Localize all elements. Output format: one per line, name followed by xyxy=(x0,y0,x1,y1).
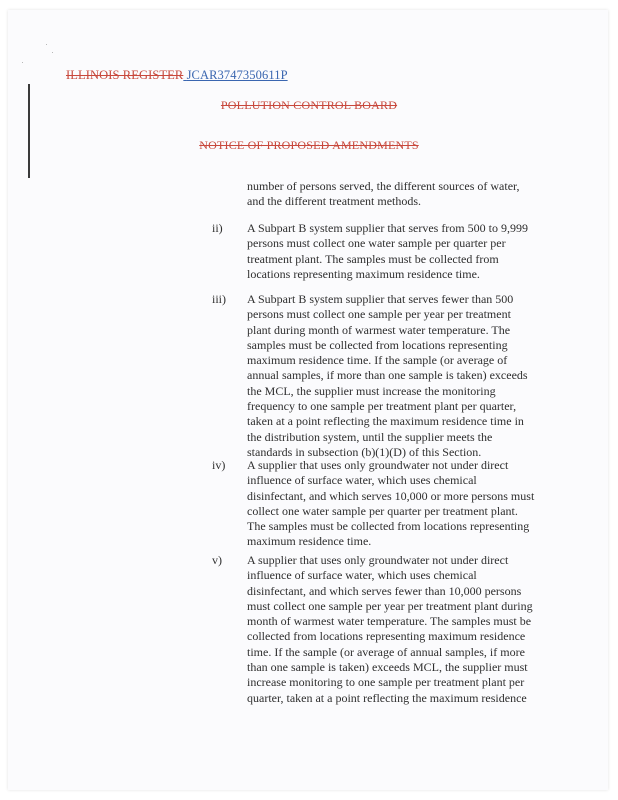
text-line: than one sample is taken) exceeds MCL, the supplier must xyxy=(247,660,528,675)
text-line: increase monitoring to one sample per treatment plant per xyxy=(247,675,525,690)
list-item xyxy=(247,553,533,706)
text-line: A Subpart B system supplier that serves fewer than 500 xyxy=(247,292,514,306)
text-line: the MCL, the supplier must increase the monitoring xyxy=(247,383,496,398)
list-item xyxy=(247,292,528,460)
text-line: disinfectant, and which serves fewer than 10,000 persons xyxy=(247,583,522,598)
text-line: maximum residence time. xyxy=(247,534,372,549)
text-line: influence of surface water, which uses chemical xyxy=(247,473,477,488)
text-line: collected from locations representing maximum residence xyxy=(247,629,526,644)
text-line: A supplier that uses only groundwater not under direct xyxy=(247,553,509,567)
scan-speck xyxy=(46,44,47,45)
register-header xyxy=(66,68,288,83)
text-line: persons must collect one water sample per quarter per xyxy=(247,236,506,251)
text-line: collect one water sample per quarter per treatment plant. xyxy=(247,503,518,518)
text-line: standards in subsection (b)(1)(D) of this Section. xyxy=(247,444,482,459)
text-line: influence of surface water, which uses chemical xyxy=(247,568,477,583)
item-label: iv) xyxy=(212,458,226,472)
text-line: frequency to one sample per treatment plant per quarter, xyxy=(247,399,517,414)
scan-speck xyxy=(22,62,23,63)
board-title-struck: POLLUTION CONTROL BOARD xyxy=(220,98,398,112)
text-line: taken at a point reflecting the maximum residence time in xyxy=(247,414,524,429)
text-line: persons must collect one sample per year per treatment xyxy=(247,307,511,322)
board-header xyxy=(0,98,618,113)
item-label: iii) xyxy=(212,292,226,306)
text-line: maximum residence time. If the sample (or average of xyxy=(247,353,508,368)
text-line: disinfectant, and which serves 10,000 or more persons must xyxy=(247,488,535,503)
text-line: number of persons served, the different sources of water, xyxy=(247,179,520,193)
list-item xyxy=(247,458,534,550)
text-line: locations representing maximum residence time. xyxy=(247,266,480,281)
text-line: plant during month of warmest water temperature. The xyxy=(247,322,511,337)
notice-title-struck: NOTICE OF PROPOSED AMENDMENTS xyxy=(199,138,419,152)
list-item xyxy=(247,221,528,282)
text-line: The samples must be collected from locations representing xyxy=(247,519,530,534)
text-line: month of warmest water temperature. The samples must be xyxy=(247,614,532,629)
text-line: and the different treatment methods. xyxy=(247,194,422,209)
item-label: v) xyxy=(212,553,222,567)
intro-paragraph xyxy=(247,179,520,210)
text-line: annual samples, if more than one sample is taken) exceeds xyxy=(247,368,528,383)
notice-header xyxy=(0,138,618,153)
text-line: A Subpart B system supplier that serves from 500 to 9,999 xyxy=(247,221,528,235)
scan-speck xyxy=(52,52,53,53)
item-label: ii) xyxy=(212,221,223,235)
text-line: the distribution system, until the supplier meets the xyxy=(247,429,493,444)
jcar-code-inserted: JCAR3747350611P xyxy=(186,68,288,82)
text-line: A supplier that uses only groundwater not under direct xyxy=(247,458,509,472)
text-line: treatment plant. The samples must be collected from xyxy=(247,251,499,266)
text-line: samples must be collected from locations representing xyxy=(247,337,508,352)
text-line: time. If the sample (or average of annual samples, if more xyxy=(247,644,525,659)
text-line: must collect one sample per year per treatment plant during xyxy=(247,598,533,613)
text-line: quarter, taken at a point reflecting the maximum residence xyxy=(247,690,527,705)
register-title-struck: ILLINOIS REGISTER xyxy=(66,68,184,82)
